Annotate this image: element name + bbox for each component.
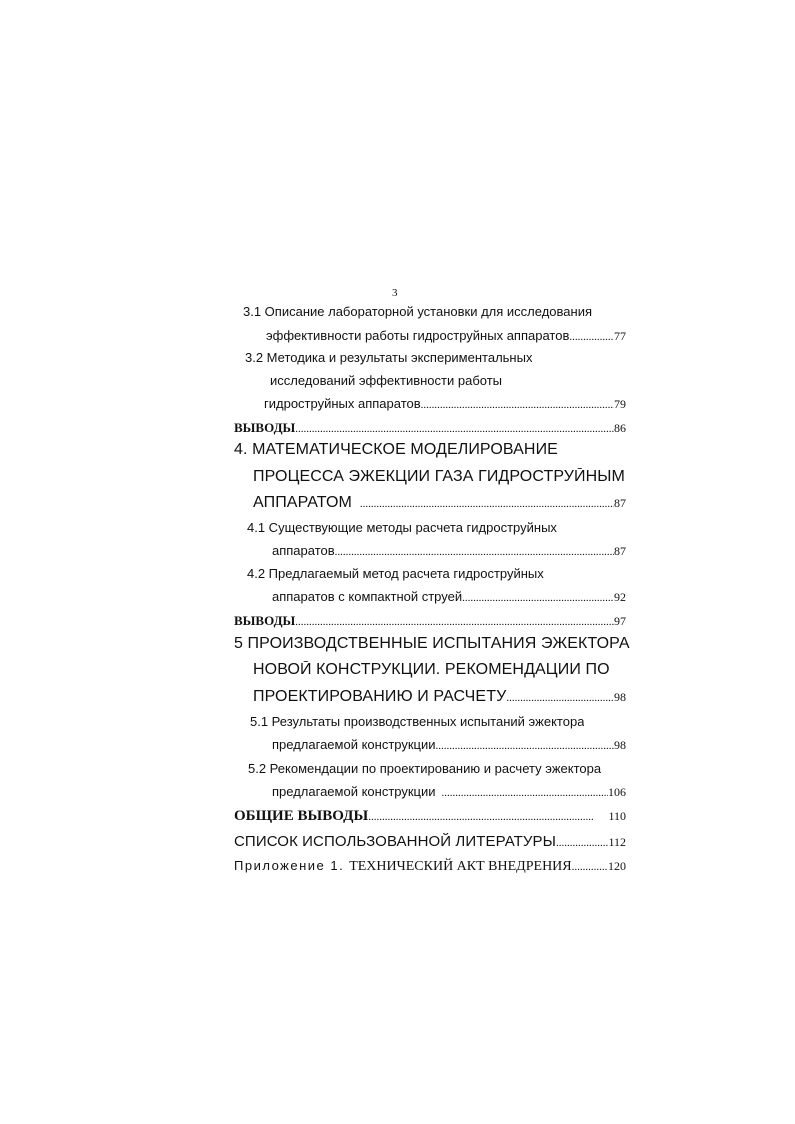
dot-leader [295,616,614,628]
toc-ch4-line3: АППАРАТОМ [253,494,352,511]
toc-4-2-title[interactable] [247,566,544,581]
toc-references-page: 112 [608,835,626,849]
toc-4-2-line2: аппаратов с компактной струей [272,589,463,604]
toc-4-1-line2: аппаратов [272,543,335,558]
toc-3-1-entry[interactable] [266,328,626,344]
toc-conclusions-3-page: 86 [614,421,626,435]
toc-ch4-line1: 4. МАТЕМАТИЧЕСКОЕ МОДЕЛИРОВАНИЕ [234,441,558,458]
toc-3-2-entry[interactable] [264,396,626,412]
toc-3-2-line3: гидроструйных аппаратов [264,396,421,411]
toc-conclusions-4-page: 97 [614,614,626,628]
dot-leader [421,399,614,411]
toc-3-1-title[interactable] [243,304,592,319]
dot-leader [506,692,614,704]
toc-references[interactable] [234,833,626,850]
toc-ch5-line1: 5 ПРОИЗВОДСТВЕННЫЕ ИСПЫТАНИЯ ЭЖЕКТОРА [234,635,630,652]
toc-conclusions-3[interactable] [234,420,626,436]
toc-general-conclusions-page: 110 [608,809,626,823]
toc-ch4-line2: ПРОЦЕССА ЭЖЕКЦИИ ГАЗА ГИДРОСТРУЙНЫМ [253,468,625,485]
dot-leader [462,592,614,604]
toc-5-2-line1: 5.2 Рекомендации по проектированию и расчету эжектора [248,761,602,776]
toc-ch4-title[interactable] [234,441,558,459]
dot-leader [436,740,614,752]
toc-ch5-page: 98 [614,690,626,704]
toc-ch4-title-cont[interactable] [253,468,625,486]
toc-references-label: СПИСОК ИСПОЛЬЗОВАННОЙ ЛИТЕРАТУРЫ [234,833,557,850]
dot-leader [335,546,614,558]
dot-leader [360,498,614,510]
toc-3-1-line1: 3.1 Описание лабораторной установки для исследования [243,304,592,319]
toc-appendix-page: 120 [608,859,626,873]
toc-3-2-title[interactable] [245,350,532,365]
toc-5-1-line1: 5.1 Результаты производственных испытаний эжектора [250,714,585,729]
toc-appendix-label: ТЕХНИЧЕСКИЙ АКТ ВНЕДРЕНИЯ [349,859,572,874]
toc-3-2-line1: 3.2 Методика и результаты экспериментальных [245,350,533,365]
toc-appendix[interactable] [234,858,626,875]
dot-leader [572,861,608,873]
toc-5-1-line2: предлагаемой конструкции [272,737,436,752]
toc-ch5-line3: ПРОЕКТИРОВАНИЮ И РАСЧЕТУ [253,688,507,705]
toc-4-2-page: 92 [614,590,626,604]
toc-3-1-line2: эффективности работы гидроструйных аппаратов [266,328,570,343]
toc-ch4-entry[interactable] [253,494,626,512]
dot-leader [569,331,614,343]
toc-ch5-entry[interactable] [253,688,626,706]
toc-ch5-line2: НОВОЙ КОНСТРУКЦИИ. РЕКОМЕНДАЦИИ ПО [253,661,610,678]
toc-4-2-entry[interactable] [272,589,626,605]
toc-5-1-entry[interactable] [272,737,626,753]
toc-appendix-prefix: Приложение 1. [234,858,345,873]
dot-leader [295,423,614,435]
toc-general-conclusions[interactable] [234,808,626,825]
toc-4-1-entry[interactable] [272,543,626,559]
toc-ch4-page: 87 [614,496,626,510]
toc-conclusions-3-label: ВЫВОДЫ [234,420,296,435]
toc-3-2-line2: исследований эффективности работы [270,373,503,388]
toc-3-2-page: 79 [614,397,626,411]
dot-leader [442,787,608,799]
toc-5-1-title[interactable] [250,714,584,729]
toc-general-conclusions-label: ОБЩИЕ ВЫВОДЫ [234,808,369,824]
toc-4-1-line1: 4.1 Существующие методы расчета гидроструйных [247,520,557,535]
toc-conclusions-4-label: ВЫВОДЫ [234,613,296,628]
toc-4-2-line1: 4.2 Предлагаемый метод расчета гидроструйных [247,566,544,581]
toc-5-2-page: 106 [608,785,626,799]
toc-5-2-entry[interactable] [272,784,626,800]
dot-leader [368,811,594,823]
toc-3-1-page: 77 [614,329,626,343]
toc-4-1-title[interactable] [247,520,557,535]
page-number: 3 [392,287,398,299]
toc-4-1-page: 87 [614,544,626,558]
dot-leader [556,837,608,849]
toc-5-1-page: 98 [614,738,626,752]
toc-5-2-line2: предлагаемой конструкции [272,784,436,799]
toc-ch5-title-cont[interactable] [253,661,610,679]
toc-ch5-title[interactable] [234,635,630,653]
toc-conclusions-4[interactable] [234,613,626,629]
toc-5-2-title[interactable] [248,761,601,776]
toc-3-2-title-cont[interactable] [270,373,502,388]
